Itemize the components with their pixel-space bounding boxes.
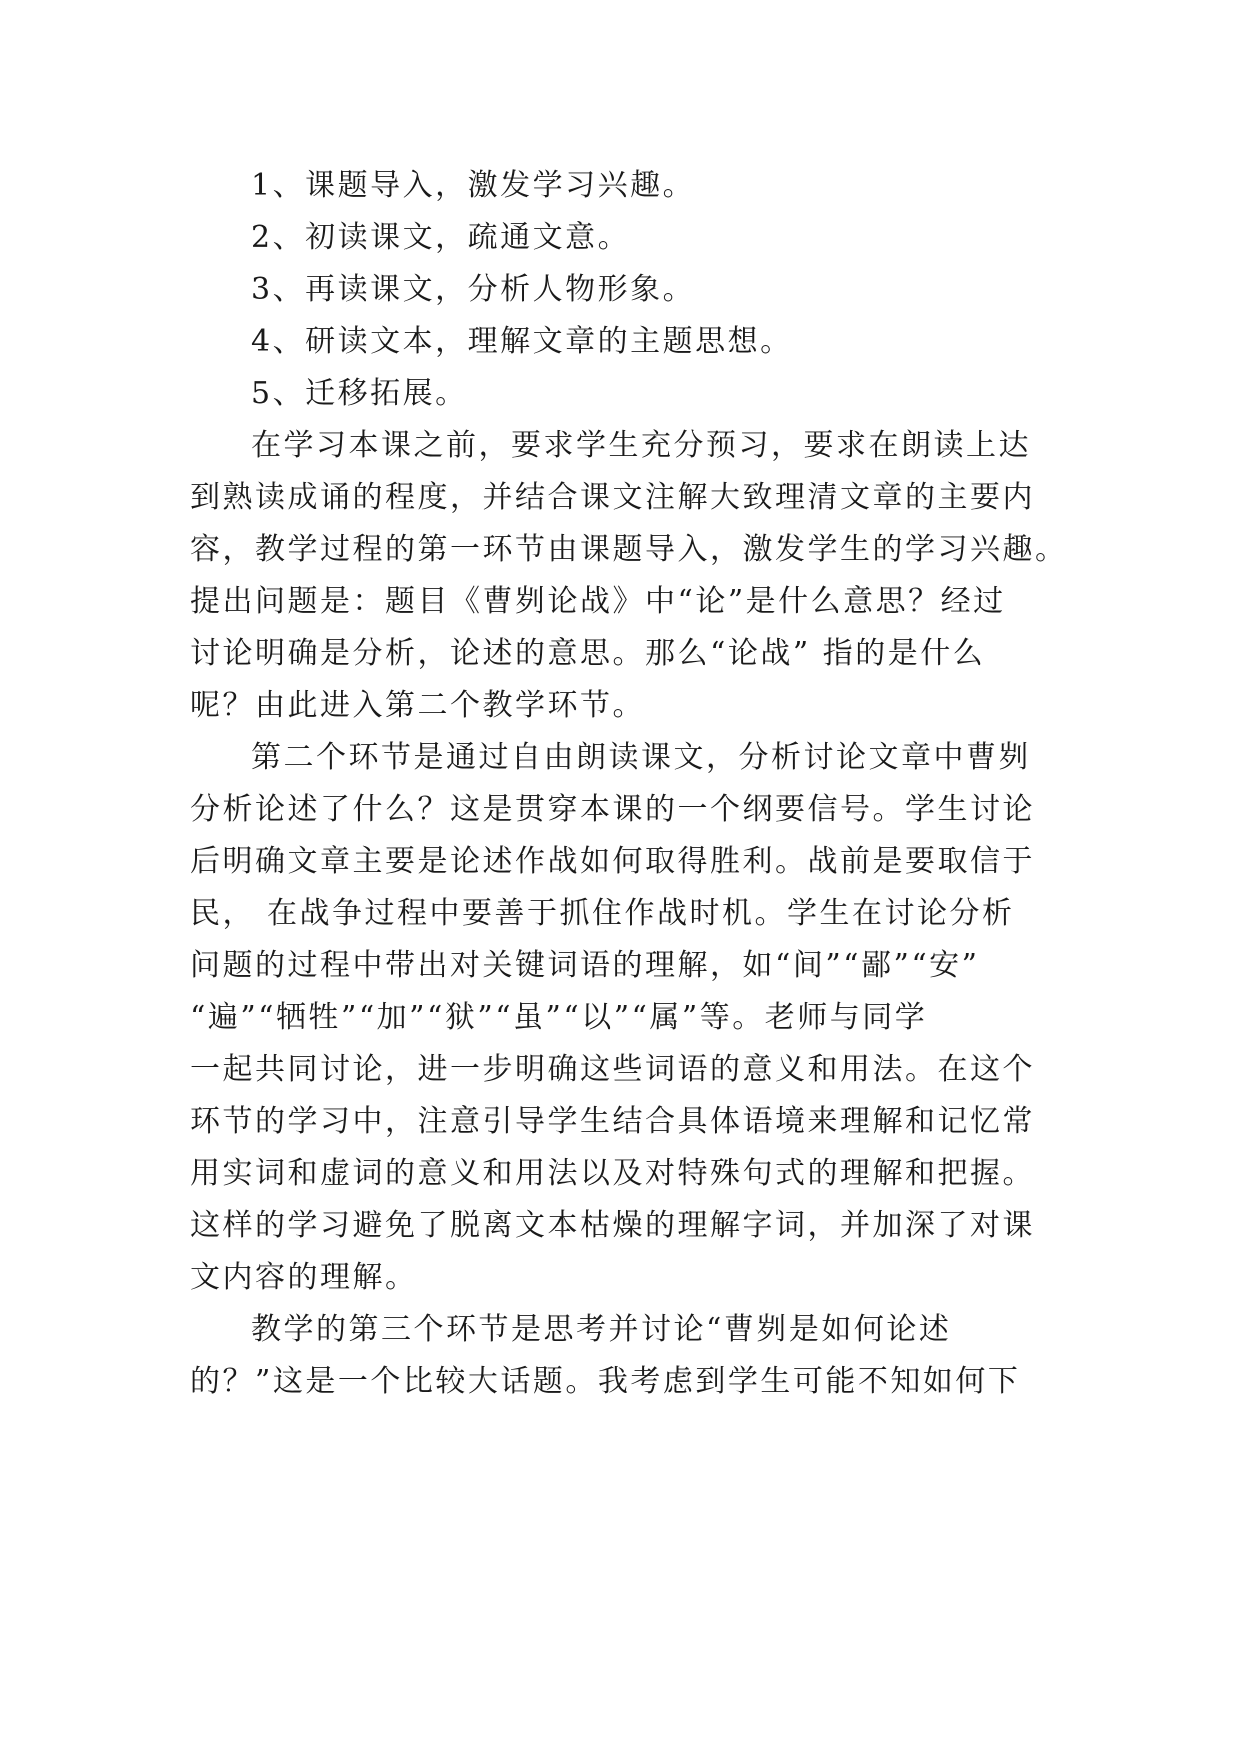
step-2-line: 2、初读课文，疏通文意。 xyxy=(251,220,631,255)
step-5-line: 5、迁移拓展。 xyxy=(251,376,468,411)
paragraph-2-line-1: 第二个环节是通过自由朗读课文，分析讨论文章中曹刿 xyxy=(251,740,1031,775)
paragraph-2-line-11: 文内容的理解。 xyxy=(190,1260,418,1295)
paragraph-1-line-6: 呢？由此进入第二个教学环节。 xyxy=(190,688,645,723)
step-4-line: 4、研读文本，理解文章的主题思想。 xyxy=(251,324,793,359)
paragraph-1-line-3: 容，教学过程的第一环节由课题导入，激发学生的学习兴趣。 xyxy=(190,532,1068,567)
paragraph-2-line-6: “遍”“牺牲”“加”“狱”“虽”“以”“属”等。老师与同学 xyxy=(190,1000,928,1035)
paragraph-3-line-2: 的？”这是一个比较大话题。我考虑到学生可能不知如何下 xyxy=(190,1364,1021,1399)
paragraph-2-line-10: 这样的学习避免了脱离文本枯燥的理解字词，并加深了对课 xyxy=(190,1208,1035,1243)
paragraph-1-line-2: 到熟读成诵的程度，并结合课文注解大致理清文章的主要内 xyxy=(190,480,1035,515)
paragraph-3-line-1: 教学的第三个环节是思考并讨论“曹刿是如何论述 xyxy=(251,1312,952,1347)
paragraph-2-line-7: 一起共同讨论，进一步明确这些词语的意义和用法。在这个 xyxy=(190,1052,1035,1087)
step-3-line: 3、再读课文，分析人物形象。 xyxy=(251,272,696,307)
paragraph-1-line-5: 讨论明确是分析，论述的意思。那么“论战” 指的是什么 xyxy=(190,636,986,671)
paragraph-2-line-2: 分析论述了什么？这是贯穿本课的一个纲要信号。学生讨论 xyxy=(190,792,1035,827)
paragraph-1-line-4: 提出问题是：题目《曹刿论战》中“论”是什么意思？经过 xyxy=(190,584,1006,619)
step-1-line: 1、课题导入，激发学习兴趣。 xyxy=(251,168,696,203)
paragraph-2-line-9: 用实词和虚词的意义和用法以及对特殊句式的理解和把握。 xyxy=(190,1156,1035,1191)
paragraph-2-line-8: 环节的学习中，注意引导学生结合具体语境来理解和记忆常 xyxy=(190,1104,1035,1139)
paragraph-2-line-3: 后明确文章主要是论述作战如何取得胜利。战前是要取信于 xyxy=(190,844,1035,879)
paragraph-2-line-4: 民， 在战争过程中要善于抓住作战时机。学生在讨论分析 xyxy=(190,896,1015,931)
paragraph-2-line-5: 问题的过程中带出对关键词语的理解，如“间”“鄙”“安” xyxy=(190,948,980,983)
paragraph-1-line-1: 在学习本课之前，要求学生充分预习，要求在朗读上达 xyxy=(251,428,1031,463)
